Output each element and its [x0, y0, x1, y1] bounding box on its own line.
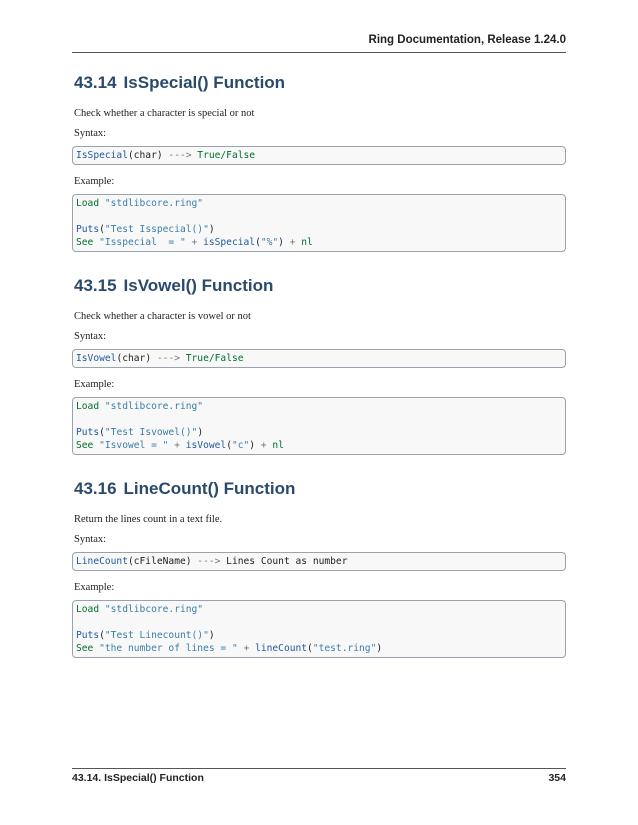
syntax-code-block: [72, 552, 566, 571]
syntax-return: True/False: [179, 353, 244, 364]
code-paren: ): [208, 224, 215, 235]
code-function: Puts: [76, 224, 100, 235]
code-paren: ): [197, 427, 204, 438]
section-number: 43.14: [74, 73, 117, 92]
syntax-code-block: [72, 349, 566, 368]
code-paren: ): [249, 440, 256, 451]
code-paren: ): [208, 630, 215, 641]
code-keyword: See: [76, 643, 94, 654]
code-function: lineCount: [255, 643, 308, 654]
example-code-block: [72, 600, 566, 658]
code-paren: ): [376, 643, 383, 654]
code-operator: +: [237, 643, 256, 654]
page-header: Ring Documentation, Release 1.24.0: [368, 34, 566, 46]
code-paren: (: [307, 643, 313, 654]
code-function: Puts: [76, 427, 100, 438]
header-divider: [72, 52, 566, 53]
section-title: LineCount() Function: [123, 479, 296, 498]
code-string: "stdlibcore.ring": [99, 401, 204, 412]
page-number: 354: [548, 772, 566, 784]
code-string: "Test Isspecial()": [104, 224, 209, 235]
syntax-arrow: --->: [197, 556, 221, 567]
syntax-arrow: --->: [168, 150, 192, 161]
example-label: Example:: [74, 582, 115, 593]
code-paren: ): [278, 237, 284, 248]
code-paren: (: [99, 427, 105, 438]
example-label: Example:: [74, 379, 115, 390]
code-function: isSpecial: [203, 237, 256, 248]
code-string: "stdlibcore.ring": [99, 198, 204, 209]
code-keyword: Load: [76, 604, 100, 615]
syntax-args: (char): [127, 150, 169, 161]
syntax-label: Syntax:: [74, 331, 107, 342]
section-title: IsSpecial() Function: [123, 73, 286, 92]
syntax-function: IsSpecial: [76, 150, 128, 161]
section-description: Return the lines count in a text file.: [74, 514, 223, 525]
section-heading: [74, 479, 568, 499]
code-string: "Isvowel = ": [93, 440, 169, 451]
code-paren: (: [255, 237, 261, 248]
footer-divider: [72, 768, 566, 769]
code-operator: +: [283, 237, 302, 248]
code-string: "Test Isvowel()": [104, 427, 198, 438]
syntax-code-block: [72, 146, 566, 165]
code-keyword: nl: [301, 237, 313, 248]
syntax-function: IsVowel: [76, 353, 117, 364]
code-operator: +: [185, 237, 204, 248]
syntax-return: True/False: [191, 150, 256, 161]
code-string: "%": [260, 237, 279, 248]
footer-section-title: 43.14. IsSpecial() Function: [72, 772, 204, 784]
section-number: 43.16: [74, 479, 117, 498]
syntax-args: (char): [116, 353, 157, 364]
section-number: 43.15: [74, 276, 117, 295]
code-keyword: Load: [76, 198, 100, 209]
code-keyword: Load: [76, 401, 100, 412]
code-string: "c": [231, 440, 250, 451]
syntax-function: LineCount: [76, 556, 128, 567]
syntax-arrow: --->: [156, 353, 180, 364]
section-description: Check whether a character is special or not: [74, 108, 255, 119]
code-string: "Isspecial = ": [93, 237, 186, 248]
syntax-label: Syntax:: [74, 534, 107, 545]
example-code-block: [72, 194, 566, 252]
section-43-15: [74, 276, 568, 451]
code-operator: +: [168, 440, 186, 451]
code-function: Puts: [76, 630, 100, 641]
section-43-14: [74, 73, 568, 248]
code-operator: +: [255, 440, 273, 451]
code-keyword: nl: [272, 440, 284, 451]
code-keyword: See: [76, 440, 94, 451]
example-code-block: [72, 397, 566, 455]
section-title: IsVowel() Function: [123, 276, 274, 295]
code-string: "stdlibcore.ring": [99, 604, 204, 615]
code-string: "test.ring": [312, 643, 377, 654]
section-heading: [74, 73, 568, 93]
syntax-label: Syntax:: [74, 128, 107, 139]
code-string: "Test Linecount()": [104, 630, 209, 641]
code-string: "the number of lines = ": [93, 643, 238, 654]
section-description: Check whether a character is vowel or not: [74, 311, 251, 322]
section-heading: [74, 276, 568, 296]
syntax-return: Lines Count as number: [220, 556, 348, 567]
code-paren: (: [99, 224, 105, 235]
code-paren: (: [99, 630, 105, 641]
code-function: isVowel: [185, 440, 227, 451]
syntax-args: (cFileName): [127, 556, 198, 567]
example-label: Example:: [74, 176, 115, 187]
code-paren: (: [226, 440, 232, 451]
section-43-16: [74, 479, 568, 654]
code-keyword: See: [76, 237, 94, 248]
